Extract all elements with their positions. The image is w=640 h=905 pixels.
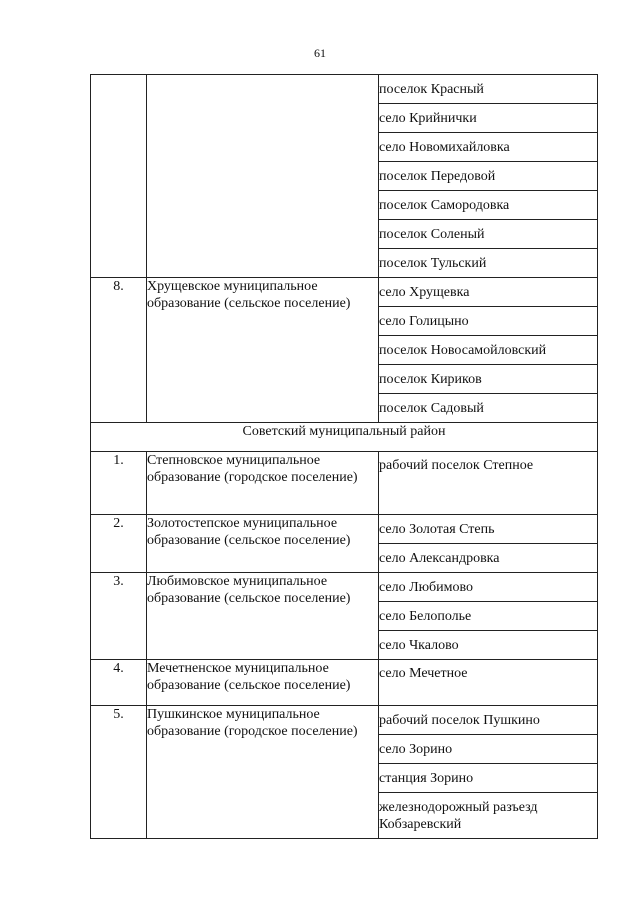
settlement-cell: рабочий поселок Степное — [379, 458, 534, 473]
row-number: 5. — [91, 706, 147, 839]
table-row — [91, 515, 598, 544]
row-number: 2. — [91, 515, 147, 573]
settlement-cell: поселок Садовый — [379, 400, 484, 416]
table-row — [91, 706, 598, 735]
settlement-cell: поселок Соленый — [379, 226, 485, 242]
settlement-cell: село Белополье — [379, 608, 472, 624]
table-row — [91, 75, 598, 104]
table-row — [91, 452, 598, 515]
number-cell-empty — [91, 75, 147, 278]
row-number: 4. — [91, 660, 147, 706]
row-number: 8. — [91, 278, 147, 423]
settlement-cell: село Крийнички — [379, 110, 477, 126]
row-number: 1. — [91, 452, 147, 515]
settlement-cell: поселок Красный — [379, 81, 484, 97]
table-row — [91, 278, 598, 307]
municipality-name: Золотостепское муниципальное образование (сельское поселение) — [147, 515, 379, 573]
municipality-name: Любимовское муниципальное образование (сельское поселение) — [147, 573, 379, 660]
settlement-cell: поселок Самородовка — [379, 197, 510, 213]
page-number: 61 — [314, 46, 326, 60]
settlement-cell: село Хрущевка — [379, 284, 470, 300]
settlement-cell: село Любимово — [379, 579, 474, 595]
settlement-cell: поселок Новосамойловский — [379, 342, 547, 358]
district-header: Советский муниципальный район — [91, 423, 598, 452]
table-row — [91, 573, 598, 602]
settlement-cell: село Голицыно — [379, 313, 469, 329]
municipality-name: Мечетненское муниципальное образование (сельское поселение) — [147, 660, 379, 706]
settlement-cell: село Александровка — [379, 550, 500, 566]
name-cell-empty — [147, 75, 379, 278]
settlement-cell: поселок Кириков — [379, 371, 482, 387]
settlement-cell: село Зорино — [379, 741, 453, 757]
table-row — [91, 660, 598, 706]
settlements-table — [90, 74, 598, 839]
settlement-cell: село Чкалово — [379, 637, 459, 653]
row-number: 3. — [91, 573, 147, 660]
municipality-name: Пушкинское муниципальное образование (городское поселение) — [147, 706, 379, 839]
settlement-cell: станция Зорино — [379, 770, 474, 786]
settlement-cell: железнодорожный разъезд Кобзаревский — [379, 799, 538, 832]
municipality-name: Степновское муниципальное образование (городское поселение) — [147, 452, 379, 515]
municipality-name: Хрущевское муниципальное образование (сельское поселение) — [147, 278, 379, 423]
settlement-cell: поселок Передовой — [379, 168, 496, 184]
settlement-cell: рабочий поселок Пушкино — [379, 712, 540, 728]
settlement-cell: село Золотая Степь — [379, 521, 495, 537]
settlement-cell: поселок Тульский — [379, 255, 487, 271]
settlement-cell: село Мечетное — [379, 666, 468, 681]
settlement-cell: село Новомихайловка — [379, 139, 510, 155]
table-row — [91, 423, 598, 452]
